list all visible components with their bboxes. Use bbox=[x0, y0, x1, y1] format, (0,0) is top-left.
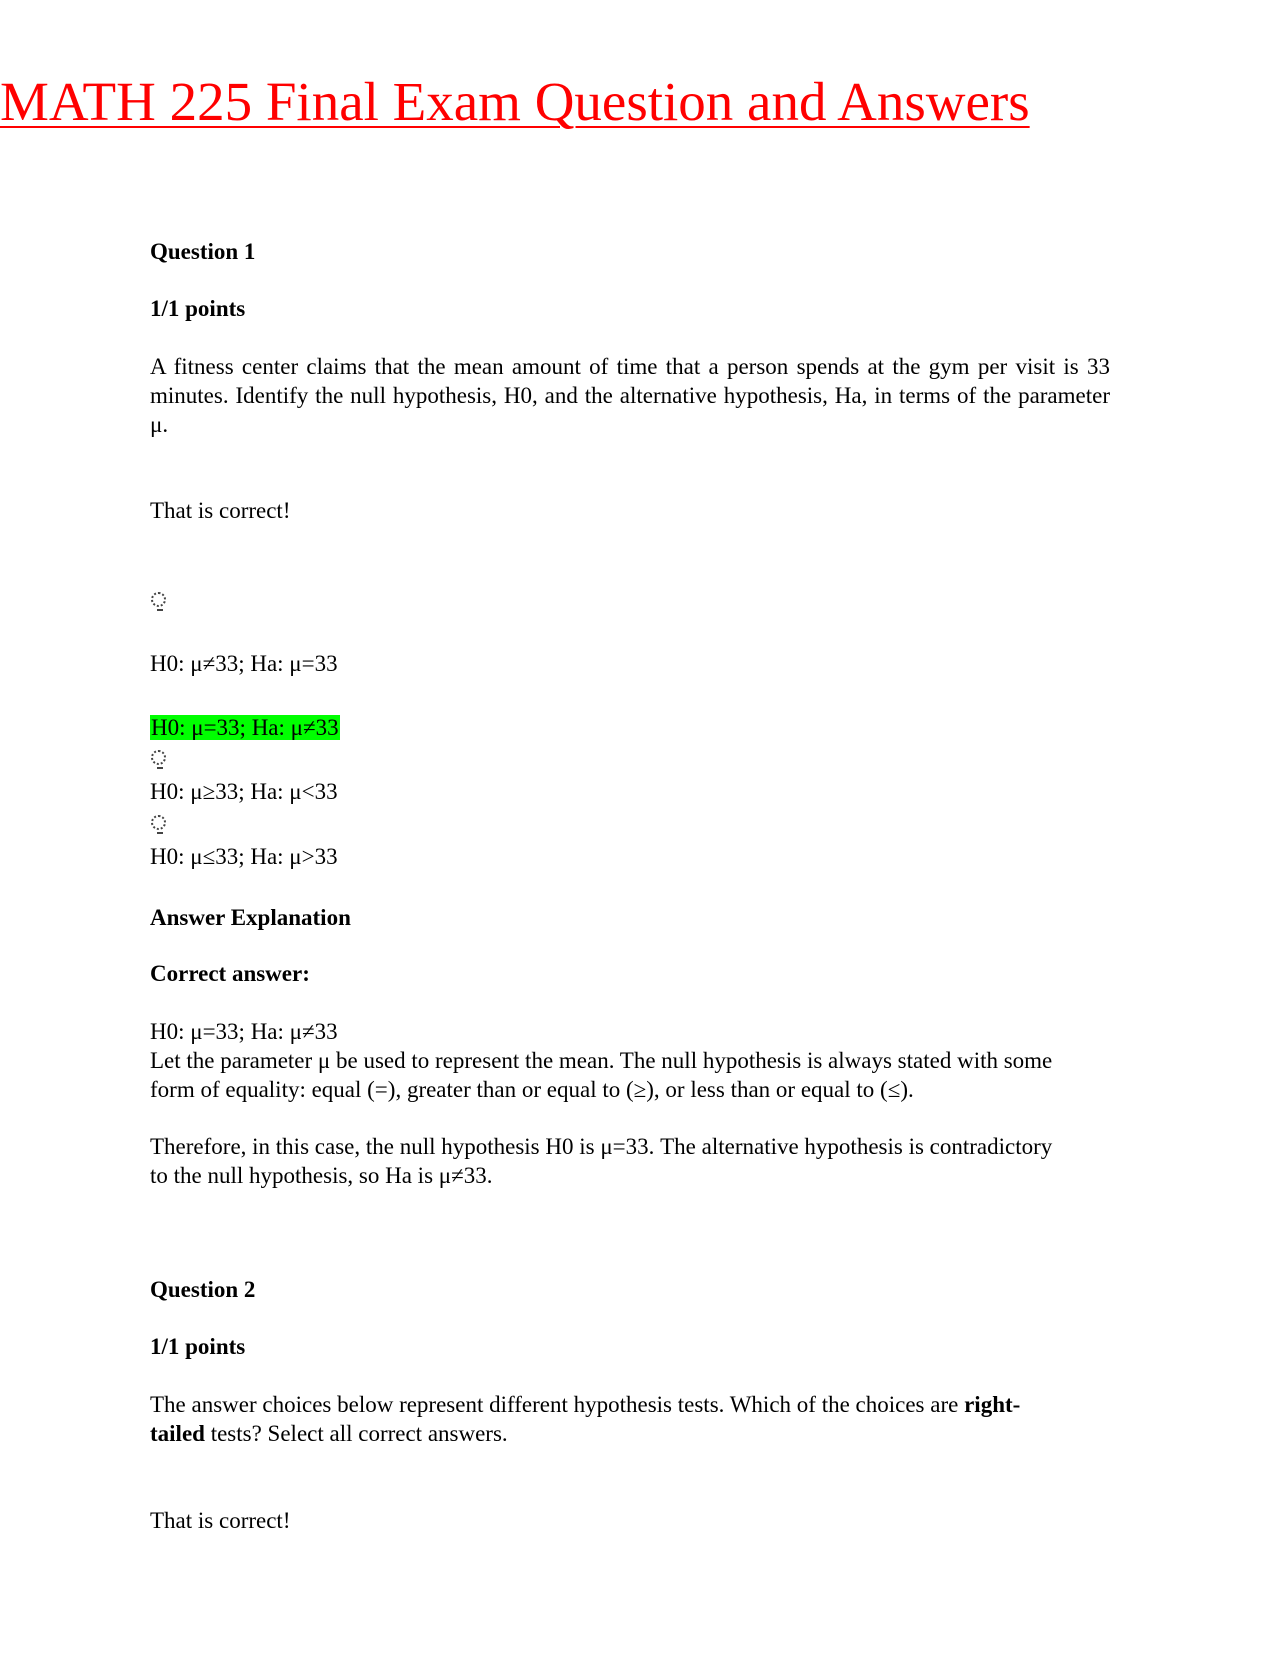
question-2-feedback: That is correct! bbox=[150, 1508, 291, 1533]
question-2-prompt-emphasis: right- tailed bbox=[150, 1392, 1021, 1446]
answer-option-1[interactable]: H0: μ≠33; Ha: μ=33 bbox=[150, 651, 338, 676]
question-1-prompt: A fitness center claims that the mean amount of time that a person spends at the gym per visit is 33 minutes. Identify the null hypothesis, H0, and the alternative hypothesis, Ha, in terms of the parameter μ. bbox=[150, 354, 1110, 437]
explanation-text-2: Therefore, in this case, the null hypothesis H0 is μ=33. The alternative hypothesis is contradictory to the null hypothesis, so Ha is μ≠33. bbox=[150, 1134, 1053, 1188]
page-title: MATH 225 Final Exam Question and Answers bbox=[0, 71, 1030, 132]
question-1-heading: Question 1 bbox=[150, 239, 256, 264]
radio-button-icon[interactable] bbox=[151, 750, 166, 765]
answer-explanation-heading: Answer Explanation bbox=[150, 905, 351, 930]
answer-option-2-selected[interactable] bbox=[150, 714, 340, 742]
question-2-heading: Question 2 bbox=[150, 1277, 256, 1302]
explanation-text-1: Let the parameter μ be used to represent the mean. The null hypothesis is always stated with some form of equality: equal (=), greater than or equal to (≥), or less than or equal to (≤). bbox=[150, 1048, 1053, 1102]
question-2-prompt-text: The answer choices below represent different hypothesis tests. Which of the choices are bbox=[150, 1392, 959, 1417]
question-1-feedback: That is correct! bbox=[150, 498, 291, 523]
answer-option-3[interactable]: H0: μ≥33; Ha: μ<33 bbox=[150, 779, 338, 804]
answer-option-4[interactable]: H0: μ≤33; Ha: μ>33 bbox=[150, 844, 338, 869]
selected-answer-highlight: H0: μ=33; Ha: μ≠33 bbox=[151, 715, 339, 740]
correct-answer-label: Correct answer: bbox=[150, 961, 310, 986]
question-2-prompt bbox=[150, 1390, 1050, 1448]
correct-answer-value: H0: μ=33; Ha: μ≠33 bbox=[150, 1019, 338, 1044]
radio-button-icon[interactable] bbox=[151, 592, 166, 607]
question-1-points: 1/1 points bbox=[150, 296, 246, 321]
radio-button-icon[interactable] bbox=[151, 815, 166, 830]
question-2-prompt-tail: tests? Select all correct answers. bbox=[210, 1421, 508, 1446]
question-2-points: 1/1 points bbox=[150, 1334, 246, 1359]
